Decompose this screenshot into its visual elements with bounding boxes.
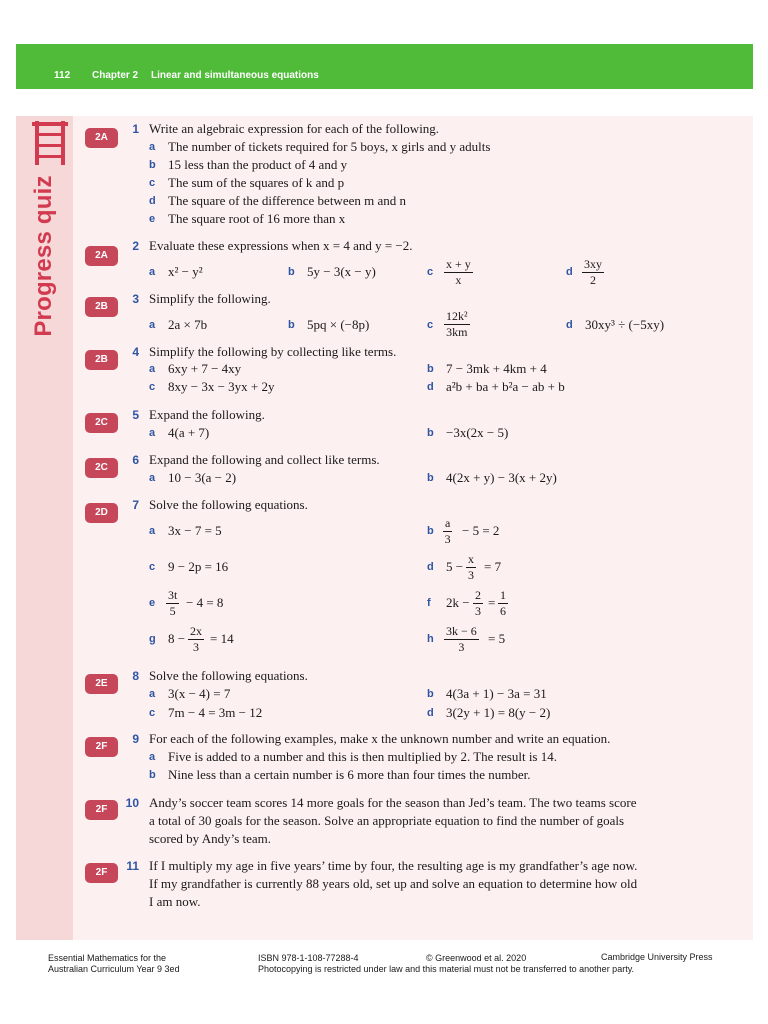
- part-text: 7 − 3mk + 4km + 4: [446, 361, 547, 376]
- part-text: 6xy + 7 − 4xy: [168, 361, 242, 376]
- part-label: c: [149, 381, 156, 393]
- question-number: 1: [132, 122, 139, 136]
- part-text: = 14: [210, 631, 234, 646]
- part-text: 8xy − 3x − 3yx + 2y: [168, 379, 275, 394]
- part-label: a: [149, 688, 156, 700]
- part-text: 3(2y + 1) = 8(y − 2): [446, 705, 551, 720]
- part-label: a: [149, 363, 156, 375]
- fraction-denominator: 3: [468, 568, 474, 582]
- part-text: − 5 = 2: [462, 523, 500, 538]
- part-label: b: [427, 363, 434, 375]
- question-stem: Solve the following equations.: [149, 497, 308, 512]
- chapter-label: Chapter 2: [92, 70, 139, 81]
- fraction: [444, 310, 470, 339]
- fraction-numerator: 12k²: [446, 309, 468, 323]
- topic-badge: 2C: [85, 458, 118, 478]
- part-label: d: [149, 195, 156, 207]
- part-label: b: [288, 319, 295, 331]
- part-text: The square of the difference between m and n: [168, 193, 406, 208]
- part-text: 4(a + 7): [168, 425, 210, 440]
- part-text: 2k −: [446, 595, 470, 610]
- part-text: 15 less than the product of 4 and y: [168, 157, 348, 172]
- fraction-denominator: 6: [500, 604, 506, 618]
- part-label: c: [427, 319, 434, 331]
- topic-badge: 2C: [85, 413, 118, 433]
- part-label: e: [149, 597, 156, 609]
- part-label: a: [149, 472, 156, 484]
- fraction-denominator: 2: [590, 273, 596, 287]
- part-label: a: [149, 141, 156, 153]
- fraction-denominator: 3: [444, 532, 451, 546]
- part-label: d: [427, 707, 434, 719]
- part-label: c: [427, 266, 434, 278]
- sidebar-title: Progress quiz: [30, 175, 57, 337]
- publisher: Cambridge University Press: [601, 952, 713, 962]
- copyright: © Greenwood et al. 2020: [426, 953, 527, 963]
- fraction: [166, 589, 179, 618]
- question-stem: Write an algebraic expression for each of the following.: [149, 121, 440, 136]
- question-number: 5: [132, 408, 139, 422]
- question-number: 2: [132, 239, 139, 253]
- part-label: g: [149, 633, 156, 645]
- question-number: 10: [125, 796, 139, 810]
- part-text: 3(x − 4) = 7: [168, 686, 231, 701]
- fraction: [498, 589, 508, 618]
- topic-badge: 2F: [85, 737, 118, 757]
- question-number: 6: [132, 453, 139, 467]
- page-number: 112: [54, 70, 71, 81]
- part-text: = 7: [484, 559, 502, 574]
- copyright-notice: Photocopying is restricted under law and this material must not be transferred to another party.: [258, 964, 635, 974]
- fraction-numerator: 3t: [168, 588, 178, 602]
- fraction-denominator: 3: [193, 640, 199, 654]
- part-label: f: [427, 597, 431, 609]
- question-stem: Evaluate these expressions when x = 4 and y = −2.: [149, 238, 413, 253]
- question-stem: Solve the following equations.: [149, 668, 308, 683]
- part-label: b: [427, 525, 434, 537]
- part-label: a: [149, 525, 156, 537]
- question-text-line: I am now.: [149, 894, 201, 909]
- topic-badge: 2A: [85, 128, 118, 148]
- fraction-numerator: 2x: [190, 624, 202, 638]
- part-text: −3x(2x − 5): [446, 425, 509, 440]
- book-title-line2: Australian Curriculum Year 9 3ed: [48, 964, 180, 974]
- ladder-icon: [32, 120, 68, 166]
- chapter-title: Linear and simultaneous equations: [151, 70, 319, 81]
- fraction-numerator: 3k − 6: [446, 624, 477, 638]
- part-text: 4(3a + 1) − 3a = 31: [446, 686, 547, 701]
- fraction-numerator: 3xy: [584, 257, 602, 271]
- page-header: [16, 44, 753, 89]
- topic-badge: 2A: [85, 246, 118, 266]
- part-text: 5y − 3(x − y): [307, 264, 376, 279]
- part-label: d: [427, 381, 434, 393]
- fraction-denominator: 5: [169, 604, 176, 618]
- fraction: [444, 258, 473, 287]
- part-text: 5pq × (−8p): [307, 317, 370, 332]
- question-stem: Simplify the following.: [149, 291, 271, 306]
- question-text-line: scored by Andy’s team.: [149, 831, 272, 846]
- part-text: = 5: [488, 631, 506, 646]
- part-text: 30xy³ ÷ (−5xy): [585, 317, 665, 332]
- fraction-denominator: 3: [475, 604, 481, 618]
- fraction-numerator: 2: [475, 588, 481, 602]
- fraction: [582, 258, 604, 287]
- topic-badge: 2F: [85, 800, 118, 820]
- question-text-line: If I multiply my age in five years’ time by four, the resulting age is my grandfather’s age now.: [149, 858, 638, 873]
- fraction-denominator: 3km: [446, 325, 468, 339]
- question-number: 7: [132, 498, 139, 512]
- question-number: 4: [132, 345, 139, 359]
- part-text: a²b + ba + b²a − ab + b: [446, 379, 565, 394]
- part-text: − 4 = 8: [186, 595, 224, 610]
- part-label: c: [149, 707, 156, 719]
- fraction-numerator: 1: [500, 588, 506, 602]
- part-label: a: [149, 319, 156, 331]
- part-label: b: [288, 266, 295, 278]
- part-label: b: [427, 472, 434, 484]
- topic-badge: 2B: [85, 297, 118, 317]
- part-text: 9 − 2p = 16: [168, 559, 229, 574]
- fraction: [443, 517, 452, 546]
- fraction-denominator: 3: [458, 640, 465, 654]
- topic-badge: 2F: [85, 863, 118, 883]
- part-label: d: [427, 561, 434, 573]
- part-text: x² − y²: [168, 264, 203, 279]
- fraction: [444, 625, 479, 654]
- part-label: a: [149, 751, 156, 763]
- question-stem: For each of the following examples, make x the unknown number and write an equation.: [149, 731, 611, 746]
- part-text: 10 − 3(a − 2): [168, 470, 237, 485]
- part-label: b: [149, 159, 156, 171]
- part-label: h: [427, 633, 434, 645]
- part-label: a: [149, 427, 156, 439]
- topic-badge: 2B: [85, 350, 118, 370]
- fraction: [466, 553, 476, 582]
- question-number: 9: [132, 732, 139, 746]
- isbn: ISBN 978-1-108-77288-4: [258, 953, 359, 963]
- fraction: [188, 625, 204, 654]
- book-title-line1: Essential Mathematics for the: [48, 953, 167, 963]
- question-text-line: a total of 30 goals for the season. Solve an appropriate equation to find the number of goals: [149, 813, 625, 828]
- fraction-numerator: x: [468, 552, 474, 566]
- fraction: [473, 589, 483, 618]
- question-number: 8: [132, 669, 139, 683]
- fraction-numerator: x + y: [446, 257, 471, 271]
- question-number: 3: [132, 292, 139, 306]
- part-text: 5 −: [446, 559, 464, 574]
- part-label: b: [427, 688, 434, 700]
- fraction-numerator: a: [445, 516, 451, 530]
- question-text-line: Andy’s soccer team scores 14 more goals for the season than Jed’s team. The two teams score: [149, 795, 637, 810]
- question-stem: Expand the following.: [149, 407, 265, 422]
- question-stem: Simplify the following by collecting like terms.: [149, 344, 397, 359]
- topic-badge: 2D: [85, 503, 118, 523]
- part-label: b: [427, 427, 434, 439]
- part-text: =: [488, 595, 496, 610]
- part-label: b: [149, 769, 156, 781]
- part-text: Five is added to a number and this is then multiplied by 2. The result is 14.: [168, 749, 557, 764]
- part-label: c: [149, 177, 156, 189]
- part-text: The sum of the squares of k and p: [168, 175, 345, 190]
- part-text: 4(2x + y) − 3(x + 2y): [446, 470, 557, 485]
- part-text: The square root of 16 more than x: [168, 211, 346, 226]
- part-text: 7m − 4 = 3m − 12: [168, 705, 263, 720]
- question-text-line: If my grandfather is currently 88 years old, set up and solve an equation to determine how old: [149, 876, 638, 891]
- part-text: 2a × 7b: [168, 317, 208, 332]
- part-text: Nine less than a certain number is 6 more than four times the number.: [168, 767, 531, 782]
- question-number: 11: [126, 859, 139, 873]
- question-stem: Expand the following and collect like terms.: [149, 452, 380, 467]
- part-text: The number of tickets required for 5 boys, x girls and y adults: [168, 139, 491, 154]
- part-label: d: [566, 319, 573, 331]
- part-label: e: [149, 213, 156, 225]
- part-label: c: [149, 561, 156, 573]
- part-label: a: [149, 266, 156, 278]
- fraction-denominator: x: [455, 273, 462, 287]
- topic-badge: 2E: [85, 674, 118, 694]
- part-label: d: [566, 266, 573, 278]
- part-text: 3x − 7 = 5: [168, 523, 222, 538]
- part-text: 8 −: [168, 631, 186, 646]
